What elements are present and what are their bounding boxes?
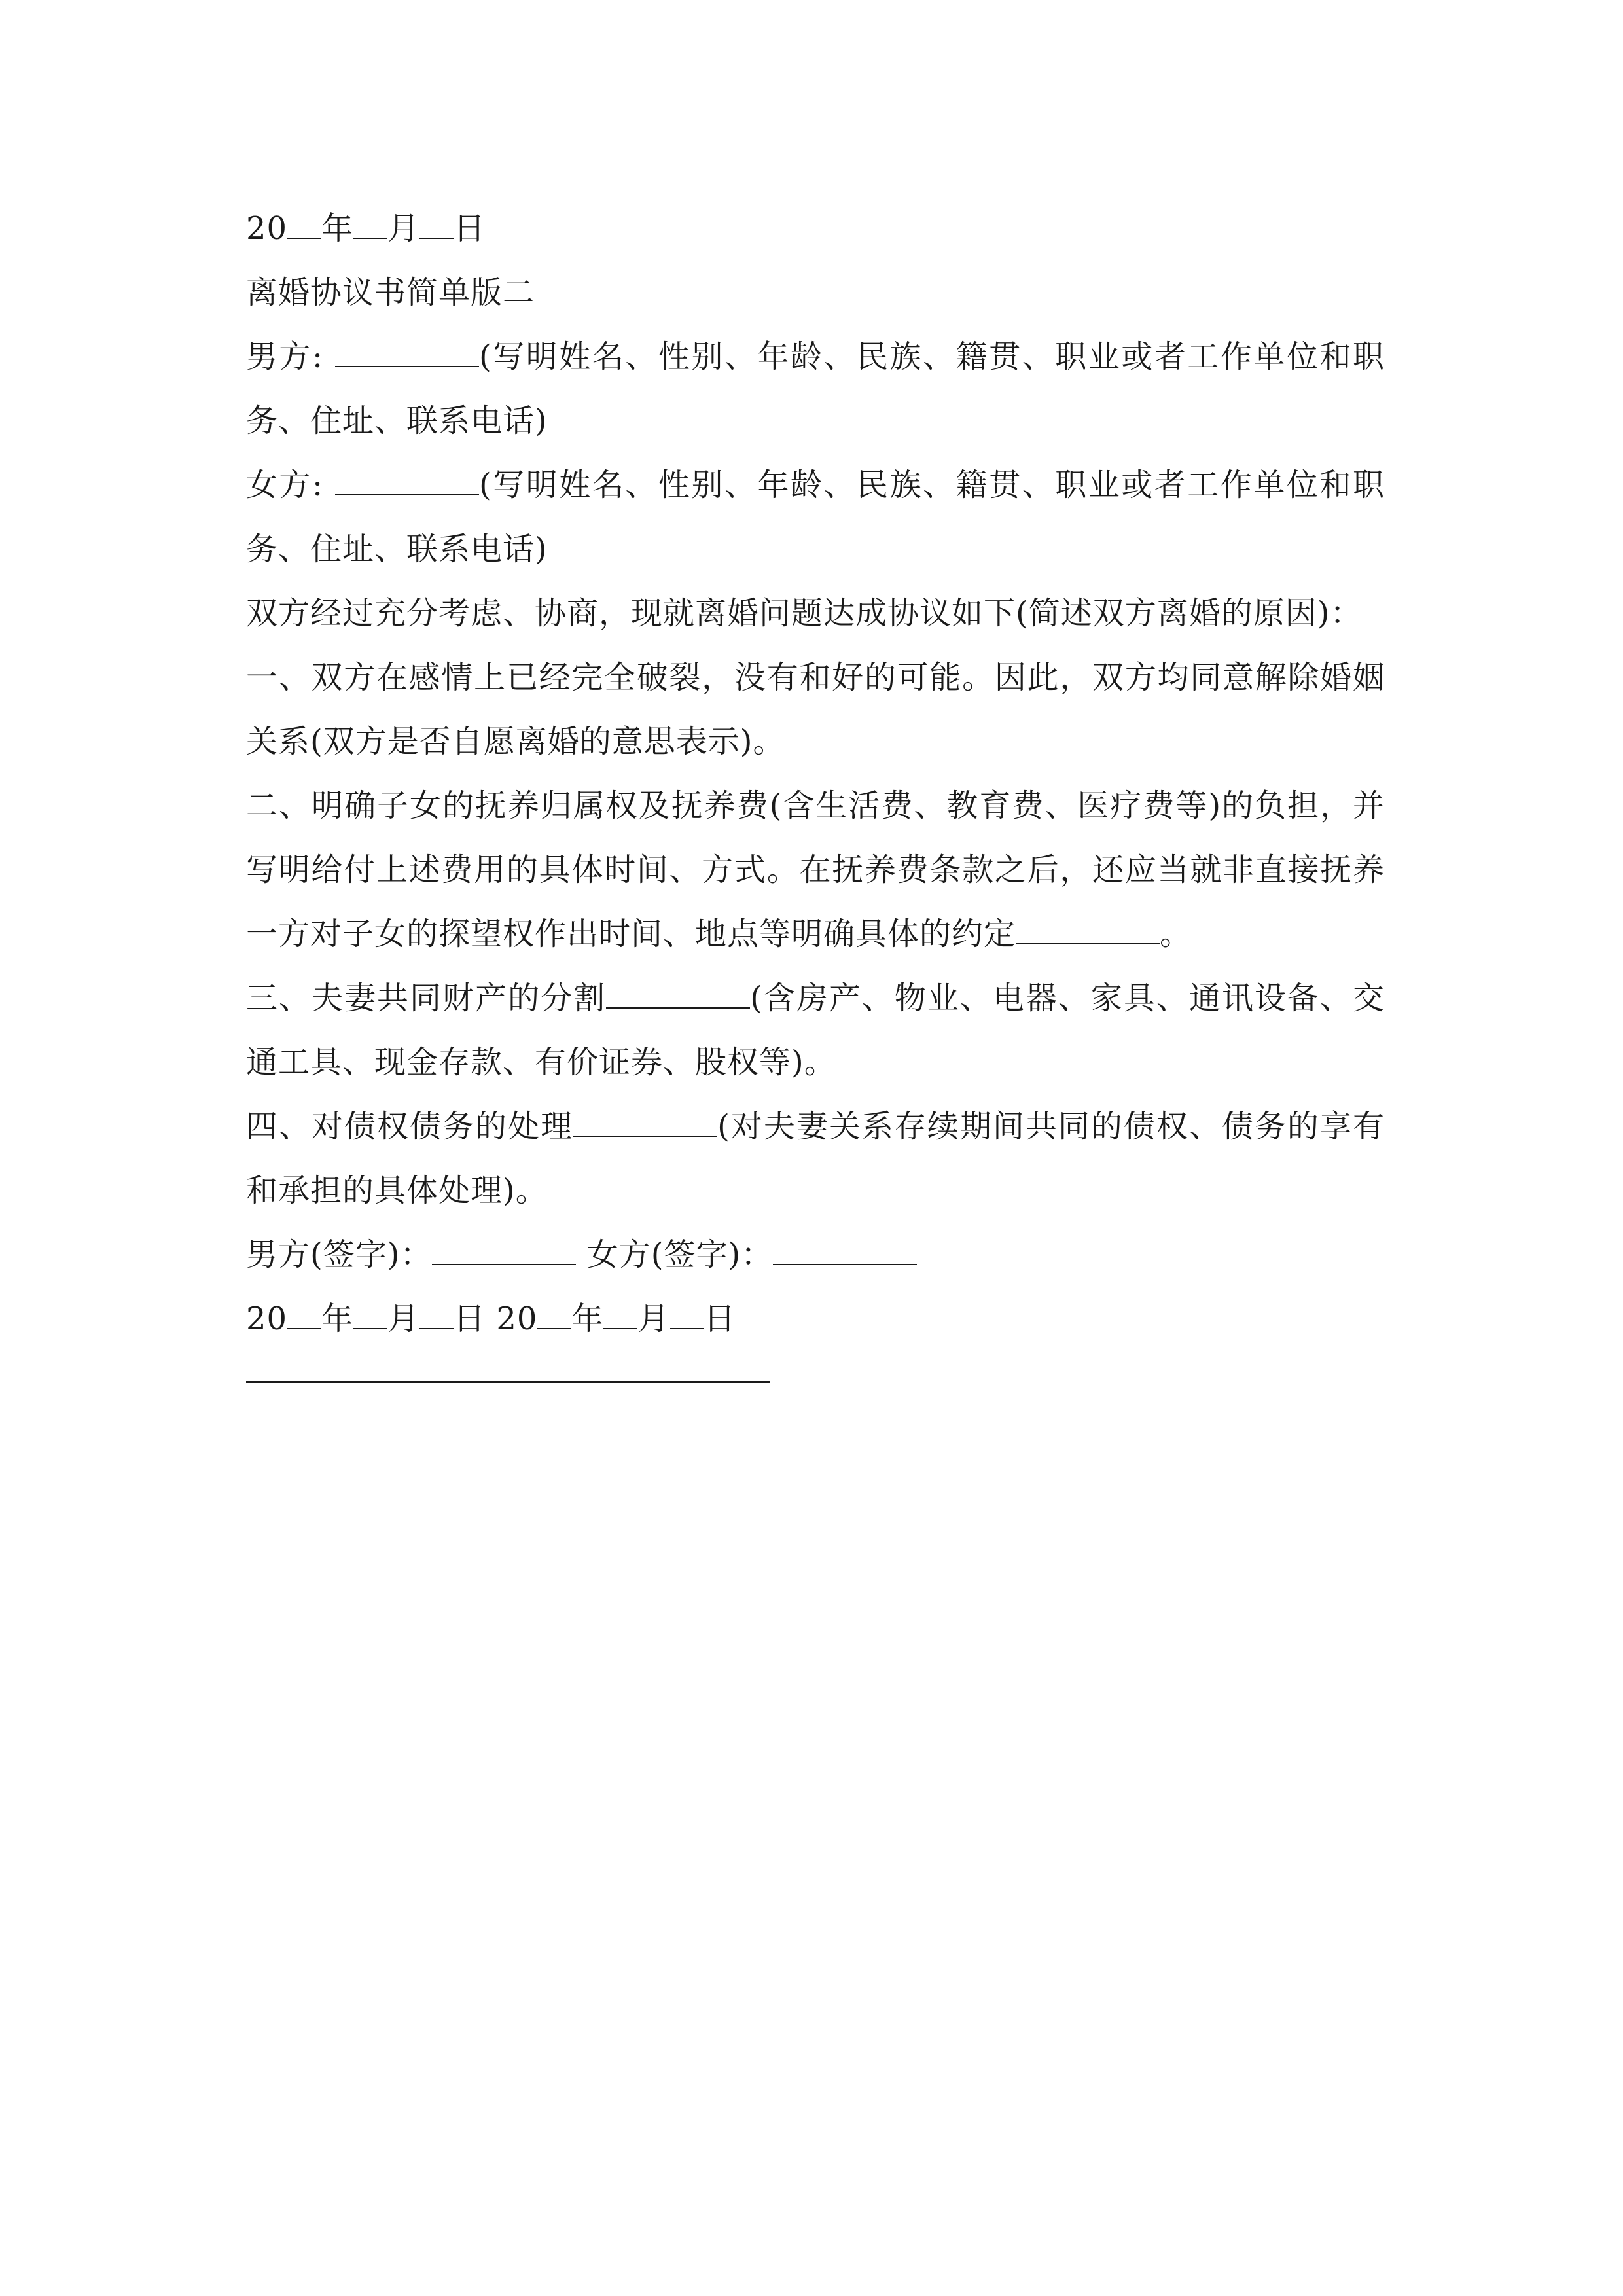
document-title: 离婚协议书简单版二	[246, 274, 535, 311]
date-day-blank[interactable]	[419, 237, 454, 239]
clause-2-text: 二、明确子女的抚养归属权及抚养费(含生活费、教育费、医疗费等)的负担，并写明给付上述费用的具体时间、方式。在抚养费条款之后，还应当就非直接抚养一方对子女的探望权作出时间、地点等明确具体的约定	[246, 787, 1385, 952]
signature-line	[246, 1223, 1385, 1287]
male-date-month-suffix: 月	[387, 1300, 420, 1337]
date-year-suffix: 年	[321, 210, 354, 247]
clause-4-lead: 四、对债权债务的处理	[246, 1108, 574, 1145]
clause-3-blank[interactable]	[606, 1007, 750, 1009]
female-date-day-blank[interactable]	[670, 1327, 704, 1329]
male-date-year-prefix: 20	[246, 1300, 288, 1337]
female-date-day-suffix: 日	[704, 1300, 736, 1337]
female-signature-label: 女方(签字)：	[586, 1236, 774, 1273]
date-year-prefix: 20	[246, 210, 288, 247]
male-signature-blank[interactable]	[432, 1263, 576, 1265]
female-party-blank[interactable]	[335, 493, 479, 495]
date-year-blank[interactable]	[287, 237, 321, 239]
clause-4-text: (对夫妻关系存续期间共同的债权、债务的享有和承担的具体处理)。	[246, 1108, 1385, 1209]
date-line-top	[246, 196, 1385, 260]
clause-2-blank[interactable]	[1016, 942, 1160, 944]
date-day-suffix: 日	[454, 210, 486, 247]
male-party-label: 男方:	[246, 338, 324, 375]
female-party-description: (写明姓名、性别、年龄、民族、籍贯、职业或者工作单位和职务、住址、联系电话)	[246, 467, 1385, 567]
clause-3-text: (含房产、物业、电器、家具、通讯设备、交通工具、现金存款、有价证券、股权等)。	[246, 980, 1385, 1081]
male-signature-label: 男方(签字)：	[246, 1236, 433, 1273]
clause-3-lead: 三、夫妻共同财产的分割	[246, 980, 607, 1016]
male-party-blank[interactable]	[335, 365, 479, 367]
clause-3	[246, 966, 1385, 1094]
male-date-day-suffix: 日	[454, 1300, 486, 1337]
male-party-description: (写明姓名、性别、年龄、民族、籍贯、职业或者工作单位和职务、住址、联系电话)	[246, 338, 1385, 439]
agreement-intro: 双方经过充分考虑、协商，现就离婚问题达成协议如下(简述双方离婚的原因)：	[246, 595, 1363, 632]
clause-2-end: 。	[1160, 916, 1192, 952]
male-date-month-blank[interactable]	[353, 1327, 387, 1329]
date-month-blank[interactable]	[353, 237, 387, 239]
date-line-bottom	[246, 1287, 1385, 1351]
date-month-suffix: 月	[387, 210, 420, 247]
separator-rule	[246, 1381, 770, 1383]
document-body	[246, 196, 1385, 1383]
female-date-year-blank[interactable]	[537, 1327, 571, 1329]
clause-2	[246, 774, 1385, 966]
male-date-year-suffix: 年	[321, 1300, 354, 1337]
female-date-year-prefix: 20	[496, 1300, 538, 1337]
clause-4	[246, 1094, 1385, 1223]
clause-1: 一、双方在感情上已经完全破裂，没有和好的可能。因此，双方均同意解除婚姻关系(双方是否自愿离婚的意思表示)。	[246, 659, 1385, 760]
female-party-section	[246, 453, 1385, 581]
female-date-year-suffix: 年	[571, 1300, 604, 1337]
female-date-month-suffix: 月	[637, 1300, 670, 1337]
female-party-label: 女方:	[246, 467, 324, 503]
male-date-year-blank[interactable]	[287, 1327, 321, 1329]
female-signature-blank[interactable]	[773, 1263, 917, 1265]
female-date-month-blank[interactable]	[603, 1327, 637, 1329]
male-party-section	[246, 325, 1385, 453]
male-date-day-blank[interactable]	[419, 1327, 454, 1329]
clause-4-blank[interactable]	[573, 1135, 717, 1137]
